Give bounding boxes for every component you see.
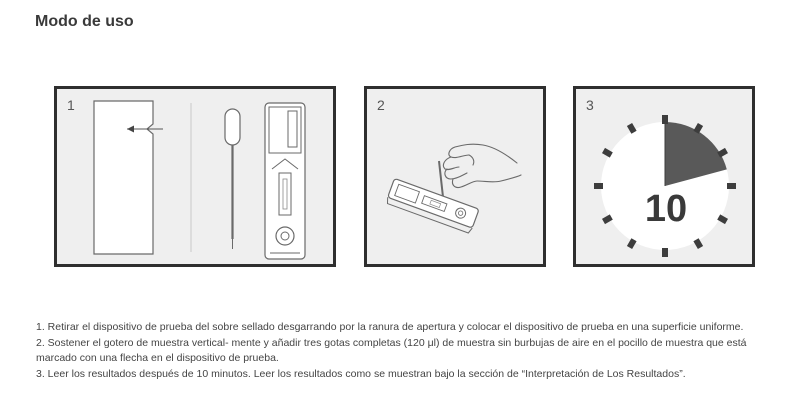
page-title: Modo de uso: [35, 13, 134, 30]
step-2-illustration: [367, 89, 543, 264]
test-device-icon: [265, 103, 305, 259]
instructions-list: [36, 320, 776, 382]
step-3-illustration: [576, 89, 752, 264]
dropper-icon: [439, 161, 443, 197]
hand-icon: [443, 144, 521, 187]
step-1-illustration: [57, 89, 333, 264]
timer-icon: [594, 115, 736, 257]
instruction-step-1: 1. Retirar el dispositivo de prueba del sobre sellado desgarrando por la ranura de apertura y colocar el dispositivo de prueba en una superficie uniforme.: [36, 321, 744, 333]
pouch-icon: [94, 101, 153, 254]
instruction-step-2: 2. Sostener el gotero de muestra vertical- mente y añadir tres gotas completas (120 μl) de muestra sin burbujas de aire en el pocillo de muestra que está marcado con una flecha en el dispositivo de prueba.: [36, 336, 747, 365]
timer-minutes-label: 10: [644, 188, 688, 230]
step-3-number: 3: [586, 97, 594, 113]
step-2-number: 2: [377, 97, 385, 113]
instruction-step-3: 3. Leer los resultados después de 10 minutos. Leer los resultados como se muestran bajo la sección de “Interpretación de Los Resultados”.: [36, 367, 686, 380]
step-2-panel: [364, 86, 546, 267]
step-3-panel: [573, 86, 755, 267]
dropper-icon: [225, 109, 240, 249]
step-1-panel: [54, 86, 336, 267]
step-1-number: 1: [67, 97, 75, 113]
test-device-icon: [386, 178, 479, 233]
